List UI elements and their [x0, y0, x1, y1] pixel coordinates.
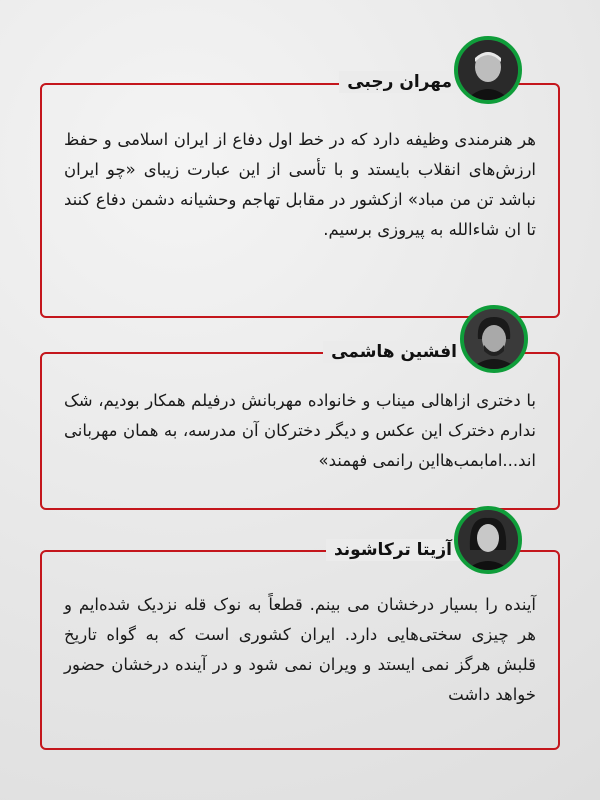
speaker-name: افشین هاشمی: [323, 341, 465, 363]
avatar: [454, 506, 522, 574]
quote-card-azita-torkashvand: [40, 550, 560, 750]
portrait-icon: [458, 510, 518, 570]
avatar: [454, 36, 522, 104]
speaker-name: آزیتا ترکاشوند: [326, 539, 460, 561]
avatar: [460, 305, 528, 373]
portrait-icon: [458, 40, 518, 100]
quote-text: آینده را بسیار درخشان می بینم. قطعاً به نوک قله نزدیک شده‌ایم و هر چیزی سختی‌هایی دارد. ایران کشوری است که به گواه تاریخ قلبش هرگز نمی ایستد و ویران نمی شود و در آینده درخشان حضور خواهد داشت: [64, 595, 536, 704]
quote-text: با دختری ازاهالی میناب و خانواده مهربانش درفیلم همکار بودیم، شک ندارم دخترک این عکس و دیگر دخترکان آن مدرسه، به همان مهربانی اند...امابمب‌هااین رانمی فهمند»: [64, 391, 536, 470]
portrait-icon: [464, 309, 524, 369]
speaker-name: مهران رجبی: [339, 71, 460, 93]
quote-card-mehran-rajabi: [40, 83, 560, 318]
quote-card-afshin-hashemi: [40, 352, 560, 510]
quote-text: هر هنرمندی وظیفه دارد که در خط اول دفاع از ایران اسلامی و حفظ ارزش‌های انقلاب بایستد و با تأسی از این عبارت زیبای «چو ایران نباشد تن من مباد» ازکشور در مقابل تهاجم وحشیانه دشمن دفاع کنند تا ان شاءالله به پیروزی برسیم.: [64, 130, 536, 239]
